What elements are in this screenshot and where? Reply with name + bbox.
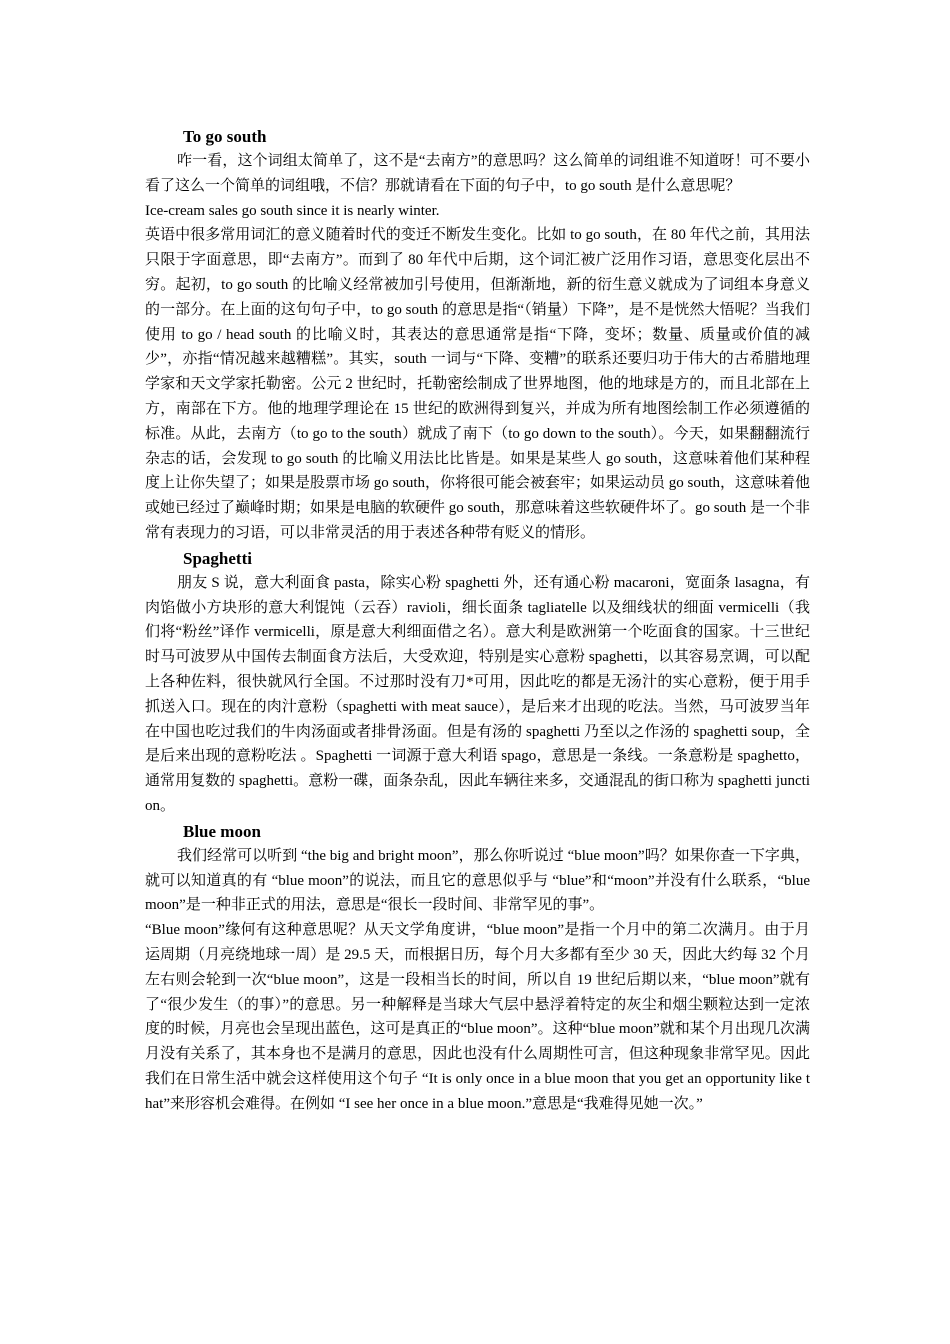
paragraph: 咋一看，这个词组太简单了，这不是“去南方”的意思吗？这么简单的词组谁不知道呀！可不要小看了这么一个简单的词组哦，不信？那就请看在下面的句子中，to go south 是什么意思呢？ — [145, 153, 810, 194]
section-blue-moon — [145, 819, 810, 1117]
example-sentence: Ice-cream sales go south since it is nearly winter. — [145, 202, 440, 219]
document-page — [145, 124, 810, 1116]
paragraph: “Blue moon”缘何有这种意思呢？从天文学角度讲，“blue moon”是指一个月中的第二次满月。由于月运周期（月亮绕地球一周）是 29.5 天，而根据日历，每个月大多都有至少 30 天，因此大约每 32 个月左右则会轮到一次“blue moon”，这是一段相当长的时间，所以自 19 世纪后期以来，“blue moon”就有了“很少发生（的事）”的意思。另一种解释是当球大气层中悬浮着特定的灰尘和烟尘颗粒达到一定浓度的时候，月亮也会呈现出蓝色，这可是真正的“blue moon”。这种“blue moon”就和某个月出现几次满月没有关系了，其本身也不是满月的意思，因此也没有什么周期性可言，但这种现象非常罕见。因此我们在日常生活中就会这样使用这个句子 “It is only once in a blue moon that you get an opportunity like that”来形容机会难得。在例如 “I see her once in a blue moon.”意思是“我难得见她一次。” — [145, 922, 810, 1112]
section-to-go-south — [145, 124, 810, 546]
section-title: Blue moon — [183, 821, 261, 841]
paragraph: 我们经常可以听到 “the big and bright moon”，那么你听说过 “blue moon”吗？如果你查一下字典，就可以知道真的有 “blue moon”的说法，而且它的意思似乎与 “blue”和“moon”并没有什么联系，“blue moon”是一种非正式的用法，意思是“很长一段时间、非常罕见的事”。 — [145, 847, 810, 914]
paragraph: 英语中很多常用词汇的意义随着时代的变迁不断发生变化。比如 to go south，在 80 年代之前，其用法只限于字面意思，即“去南方”。而到了 80 年代中后期，这个词汇被广泛用作习语，意思变化层出不穷。起初，to go south 的比喻义经常被加引号使用，但渐渐地，新的衍生意义就成为了词组本身意义的一部分。在上面的这句句子中，to go south 的意思是指“（销量）下降”，是不是恍然大悟呢？当我们使用 to go / head south 的比喻义时，其表达的意思通常是指“下降，变坏；数量、质量或价值的减少”，亦指“情况越来越糟糕”。其实，south 一词与“下降、变糟”的联系还要归功于伟大的古希腊地理学家和天文学家托勒密。公元 2 世纪时，托勒密绘制成了世界地图，他的地球是方的，而且北部在上方，南部在下方。他的地理学理论在 15 世纪的欧洲得到复兴，并成为所有地图绘制工作必须遵循的标准。从此，去南方（to go to the south）就成了南下（to go down to the south）。今天，如果翻翻流行杂志的话，会发现 to go south 的比喻义用法比比皆是。如果是某些人 go south，这意味着他们某种程度上让你失望了；如果是股票市场 go south，你将很可能会被套牢；如果运动员 go south，这意味着他或她已经过了巅峰时期；如果是电脑的软硬件 go south，那意味着这些软硬件坏了。go south 是一个非常有表现力的习语，可以非常灵活的用于表述各种带有贬义的情形。 — [145, 227, 811, 541]
section-title: To go south — [183, 127, 267, 146]
section-spaghetti — [145, 546, 810, 819]
paragraph: 朋友 S 说，意大利面食 pasta，除实心粉 spaghetti 外，还有通心粉 macaroni，宽面条 lasagna，有肉馅做小方块形的意大利馄饨（云吞）ravioli，细长面条 tagliatelle 以及细线状的细面 vermicelli（我们将“粉丝”译作 vermicelli，原是意大利细面借之名）。意大利是欧洲第一个吃面食的国家。十三世纪时马可波罗从中国传去制面食方法后，大受欢迎，特别是实心意粉 spaghetti，以其容易烹调，可以配上各种佐料，很快就风行全国。不过那时没有刀*可用，因此吃的都是无汤汁的实心意粉，便于用手抓送入口。现在的肉汁意粉（spaghetti with meat sauce），是后来才出现的吃法。当然，马可波罗当年在中国也吃过我们的牛肉汤面或者排骨汤面。但是有汤的 spaghetti 乃至以之作汤的 spaghetti soup，全是后来出现的意粉吃法 。Spaghetti 一词源于意大利语 spago，意思是一条线。一条意粉是 spaghetto，通常用复数的 spaghetti。意粉一碟，面条杂乱，因此车辆往来多，交通混乱的街口称为 spaghetti junction。 — [145, 574, 810, 814]
section-title: Spaghetti — [183, 548, 252, 568]
